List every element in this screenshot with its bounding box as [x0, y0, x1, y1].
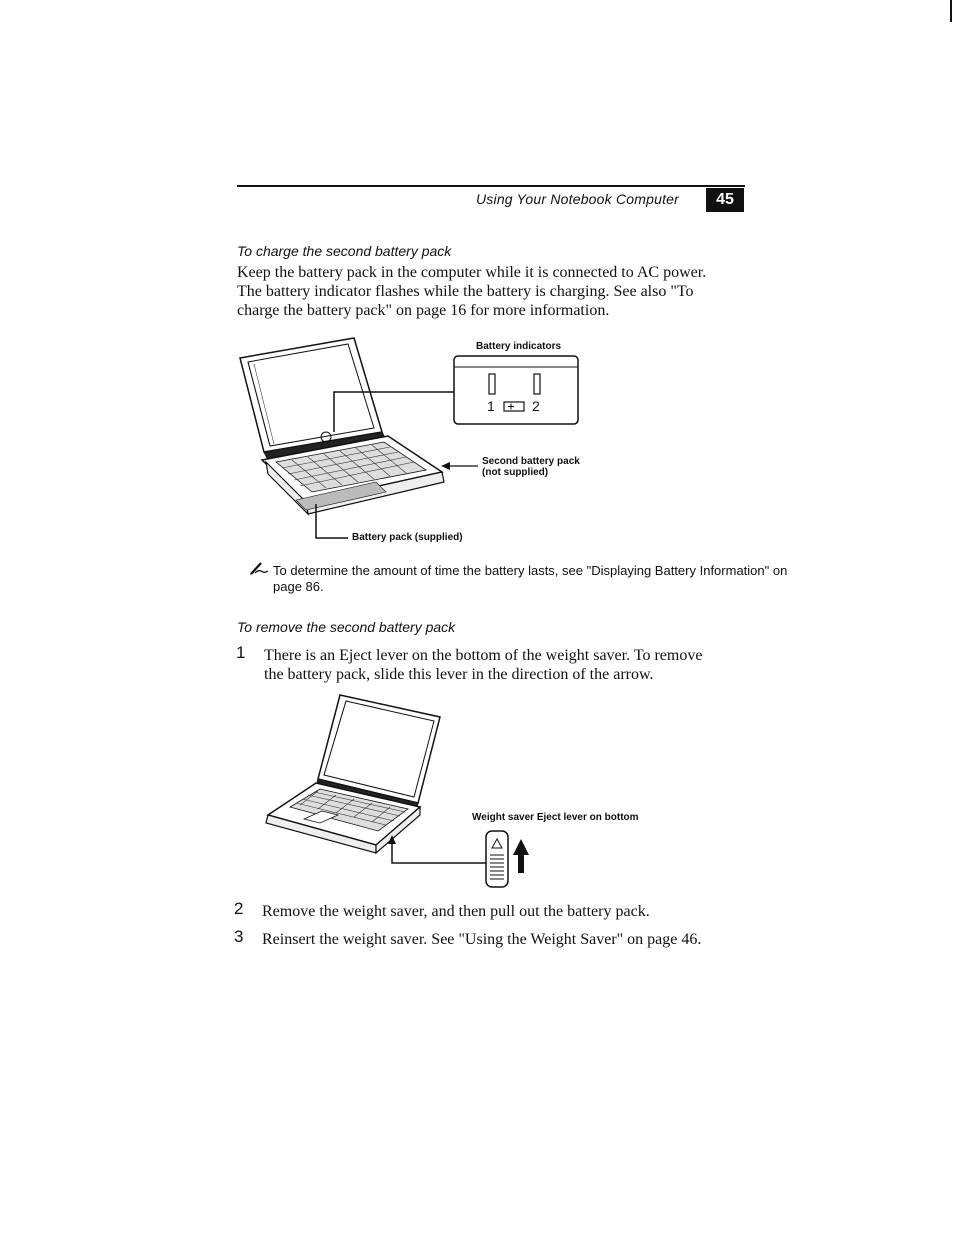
- indicator-number-2: 2: [532, 398, 540, 414]
- step-2-number: 2: [234, 899, 244, 918]
- scan-edge-mark: [950, 0, 952, 22]
- step-3-number: 3: [234, 927, 244, 946]
- label-second-battery-pack: Second battery pack: [482, 456, 580, 467]
- notebook-illustration-1: [236, 332, 636, 552]
- label-battery-pack-supplied: Battery pack (supplied): [352, 532, 463, 543]
- charge-section-heading: To charge the second battery pack: [237, 243, 452, 259]
- label-battery-indicators: Battery indicators: [476, 341, 562, 352]
- running-header-title: Using Your Notebook Computer: [476, 191, 680, 207]
- charge-paragraph-line-3: charge the battery pack" on page 16 for more information.: [237, 302, 610, 319]
- label-eject-lever: Weight saver Eject lever on bottom: [472, 812, 639, 823]
- step-3-line-1: Reinsert the weight saver. See "Using the Weight Saver" on page 46.: [262, 931, 702, 948]
- step-2-line-1: Remove the weight saver, and then pull out the battery pack.: [262, 903, 650, 920]
- remove-section-heading: To remove the second battery pack: [237, 619, 456, 635]
- page-number-tab: 45: [706, 188, 744, 212]
- step-1-line-2: the battery pack, slide this lever in the direction of the arrow.: [264, 666, 654, 683]
- indicator-number-1: 1: [487, 398, 495, 414]
- eject-figure: [258, 695, 658, 895]
- label-not-supplied: (not supplied): [482, 467, 549, 478]
- note-line-1: To determine the amount of time the battery lasts, see "Displaying Battery Information" on: [273, 563, 788, 578]
- step-1-line-1: There is an Eject lever on the bottom of the weight saver. To remove: [264, 647, 703, 664]
- charge-figure: [236, 332, 636, 552]
- header-rule: [237, 185, 745, 187]
- note-line-2: page 86.: [273, 579, 324, 594]
- notebook-illustration-2: [258, 695, 658, 895]
- note-pencil-icon: [249, 560, 269, 576]
- charge-paragraph-line-2: The battery indicator flashes while the battery is charging. See also "To: [237, 283, 694, 300]
- charge-paragraph-line-1: Keep the battery pack in the computer while it is connected to AC power.: [237, 264, 707, 281]
- step-1-number: 1: [236, 643, 246, 662]
